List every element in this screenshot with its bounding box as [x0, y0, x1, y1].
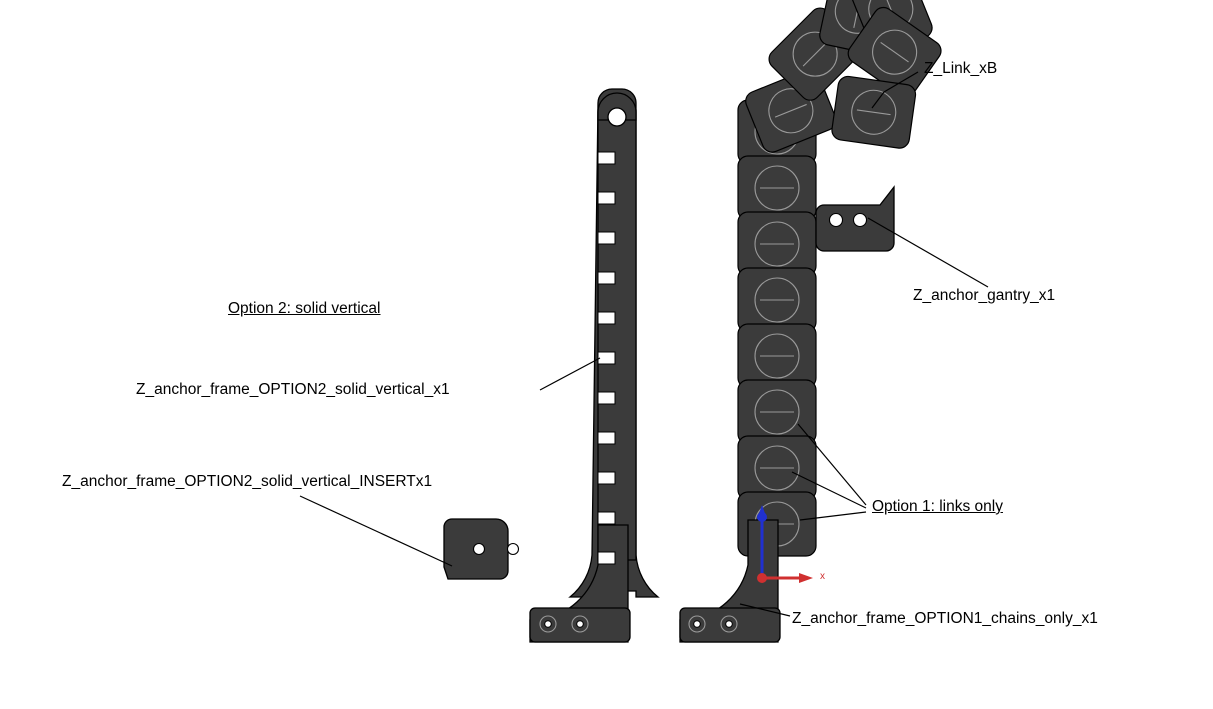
part-z-anchor-frame-option2-solid-vertical[interactable] — [530, 89, 658, 642]
chain-link-item[interactable] — [738, 380, 816, 444]
part-z-link-chain-assembly[interactable] — [680, 0, 945, 642]
label-z-link-xb: Z_Link_xB — [924, 60, 998, 77]
label-z-anchor-frame-option1-chains-only: Z_anchor_frame_OPTION1_chains_only_x1 — [792, 610, 1098, 627]
part-z-anchor-gantry[interactable] — [816, 187, 894, 251]
chain-link-item[interactable] — [738, 268, 816, 332]
chain-link-item[interactable] — [738, 156, 816, 220]
chain-link-item[interactable] — [831, 75, 917, 149]
chain-link-item[interactable] — [738, 436, 816, 500]
label-option1-heading: Option 1: links only — [872, 498, 1003, 515]
part-z-anchor-frame-option2-solid-vertical-insert[interactable] — [444, 519, 519, 579]
chain-link-item[interactable] — [738, 212, 816, 276]
label-z-anchor-gantry: Z_anchor_gantry_x1 — [913, 287, 1056, 304]
leader-lines — [300, 72, 988, 616]
label-option2-heading: Option 2: solid vertical — [228, 300, 381, 317]
label-z-anchor-frame-option2-solid-vertical: Z_anchor_frame_OPTION2_solid_vertical_x1 — [136, 381, 450, 398]
label-z-anchor-frame-option2-solid-vertical-insert: Z_anchor_frame_OPTION2_solid_vertical_INSERTx1 — [62, 473, 433, 490]
x-axis-label: x — [820, 571, 825, 582]
chain-link-item[interactable] — [738, 324, 816, 388]
